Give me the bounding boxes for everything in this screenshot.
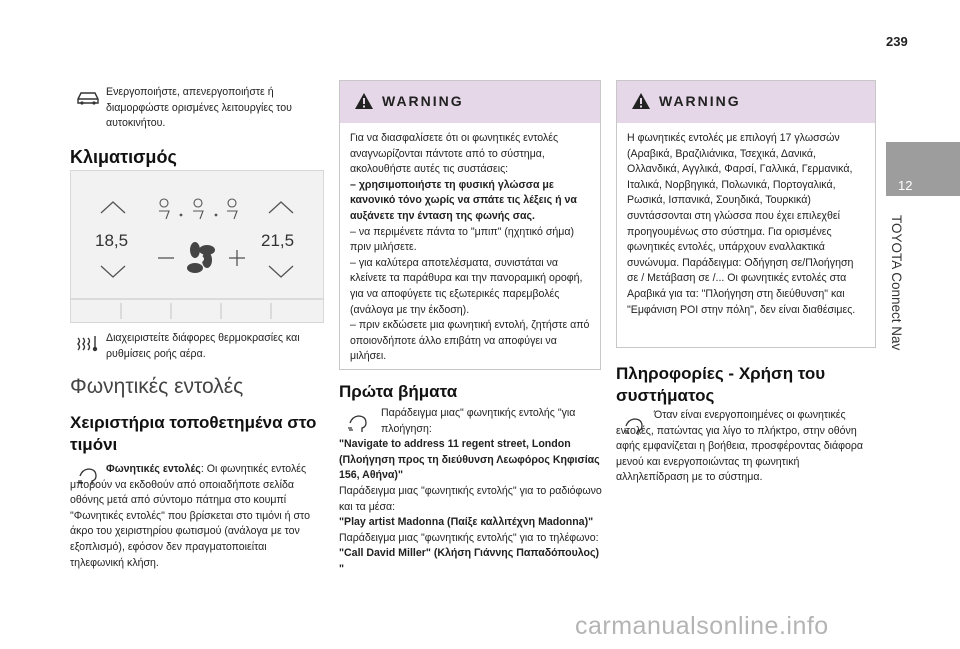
car-icon xyxy=(76,88,100,111)
warning-intro: Για να διασφαλίσετε ότι οι φωνητικές εντολές αναγνωρίζονται πάντοτε από το σύστημα, ακολουθήστε αυτές τις συστάσεις: xyxy=(350,132,559,176)
chapter-number: 12 xyxy=(898,178,913,193)
voice-commands-title: Φωνητικές εντολές xyxy=(70,375,244,398)
warning-box-recommendations xyxy=(339,80,601,370)
watermark: carmanualsonline.info xyxy=(575,612,829,640)
voice-commands-text: Φωνητικές εντολές: Οι φωνητικές εντολές μπορούν να εκδοθούν από οποιαδήποτε σελίδα οθόνης μετά από σύντομο πάτημα στο κουμπί "Φωνητικές εντολές" που βρίσκεται στο τιμόνι ή στο άκρο του χειριστηρίου φωτισμού (ανάλογα με τον εξοπλισμό), εφόσον δεν πραγματοποιείται τηλεφωνική κλήση. xyxy=(70,463,310,569)
languages-text: Η φωνητικές εντολές με επιλογή 17 γλωσσών (Αραβικά, Βραζιλιάνικα, Τσεχικά, Δανικά, Ολλανδικά, Αγγλικά, Φαρσί, Γαλλικά, Γερμανικά, Ιταλικά, Νορβηγικά, Πολωνικά, Πορτογαλικά, Ρωσικά, Ισπανικά, Σουηδικά, Τουρκικά) συντάσσονται στη γλώσσα που έχει επιλεχθεί προηγουμένως στο σύστημα. Για ορισμένες φωνητικές εντολές, υπάρχουν εναλλακτικά συνώνυμα. Παράδειγμα: Οδήγηση σε/Πλοήγηση σε / Μετάβαση σε /... Οι φωνητικές εντολές στα Αραβικά για τα: "Πλοήγηση στη διεύθυνση" και "Εμφάνιση POI στην πόλη", δεν είναι διαθέσιμες. xyxy=(627,132,856,316)
phone-example-command: "Call David Miller" (Κλήση Γιάννης Παπαδόπουλος) " xyxy=(339,547,600,575)
steering-controls-heading: Χειριστήρια τοποθετημένα στο τιμόνι xyxy=(70,413,317,454)
climate-intro-text: Ενεργοποιήστε, απενεργοποιήστε ή διαμορφώστε ορισμένες λειτουργίες του αυτοκινήτου. xyxy=(106,86,292,130)
temperature-left: 18,5 xyxy=(95,231,129,250)
climate-icon xyxy=(76,334,100,357)
climate-heading: Κλιματισμός xyxy=(70,147,177,167)
info-usage-text: Όταν είναι ενεργοποιημένες οι φωνητικές εντολές, πατώντας για λίγο το πλήκτρο, στην οθόνη αφής εμφανίζεται η βοήθεια, προσφέροντας διάφορα μενού και ενεργοποιώντας τη φωνητική αλληλεπίδραση με το σύστημα. xyxy=(616,409,864,484)
chapter-title: TOYOTA Connect Nav xyxy=(889,215,904,351)
phone-example-label: Παράδειγμα μιας "φωνητικής εντολής" για το τηλέφωνο: xyxy=(339,531,599,544)
navigation-example-command: "Navigate to address 11 regent street, London (Πλοήγηση προς τη διεύθυνση Λεωφόρος Κηφισίας 156, Αθήνα)" xyxy=(339,438,600,482)
warning-icon xyxy=(354,92,374,115)
warning-item-passengers: – πριν εκδώσετε μια φωνητική εντολή, ζητήστε από οποιονδήποτε άλλο επιβάτη να αποφύγει να μιλήσει. xyxy=(350,319,590,363)
radio-example-command: "Play artist Madonna (Παίξε καλλιτέχνη Madonna)" xyxy=(339,516,594,529)
first-steps-examples xyxy=(339,406,604,578)
page-number: 239 xyxy=(886,34,908,49)
first-steps-heading: Πρώτα βήματα xyxy=(339,382,458,401)
warning-title: WARNING xyxy=(659,93,741,109)
radio-example-label: Παράδειγμα μιας "φωνητικής εντολής" για το ραδιόφωνο και τα μέσα: xyxy=(339,484,602,513)
warning-item-natural-language: – χρησιμοποιήστε τη φυσική γλώσσα με κανονικό τόνο χωρίς να σπάτε τις λέξεις ή να αυξάνετε την ένταση της φωνής σας. xyxy=(350,178,577,222)
info-usage-heading: Πληροφορίες - Χρήση του συστήματος xyxy=(616,364,826,405)
climate-screen-illustration xyxy=(70,170,324,323)
warning-item-beep: – να περιμένετε πάντα το "μπιπ" (ηχητικό σήμα) πριν μιλήσετε. xyxy=(350,225,574,254)
fan-icon xyxy=(187,242,215,273)
climate-description: Διαχειριστείτε διάφορες θερμοκρασίες και ρυθμίσεις ροής αέρα. xyxy=(106,332,300,360)
temperature-right: 21,5 xyxy=(261,231,295,250)
warning-item-windows: – για καλύτερα αποτελέσματα, συνιστάται να κλείνετε τα παράθυρα και την πανοραμική οροφή, για να αποφύγετε τις εξωτερικές παρεμβολές (ανάλογα με την έκδοση). xyxy=(350,256,583,316)
warning-box-languages xyxy=(616,80,876,348)
warning-title: WARNING xyxy=(382,93,464,109)
warning-icon xyxy=(631,92,651,115)
navigation-example-label: Παράδειγμα μιας" φωνητικής εντολής "για πλοήγηση: xyxy=(381,407,576,435)
